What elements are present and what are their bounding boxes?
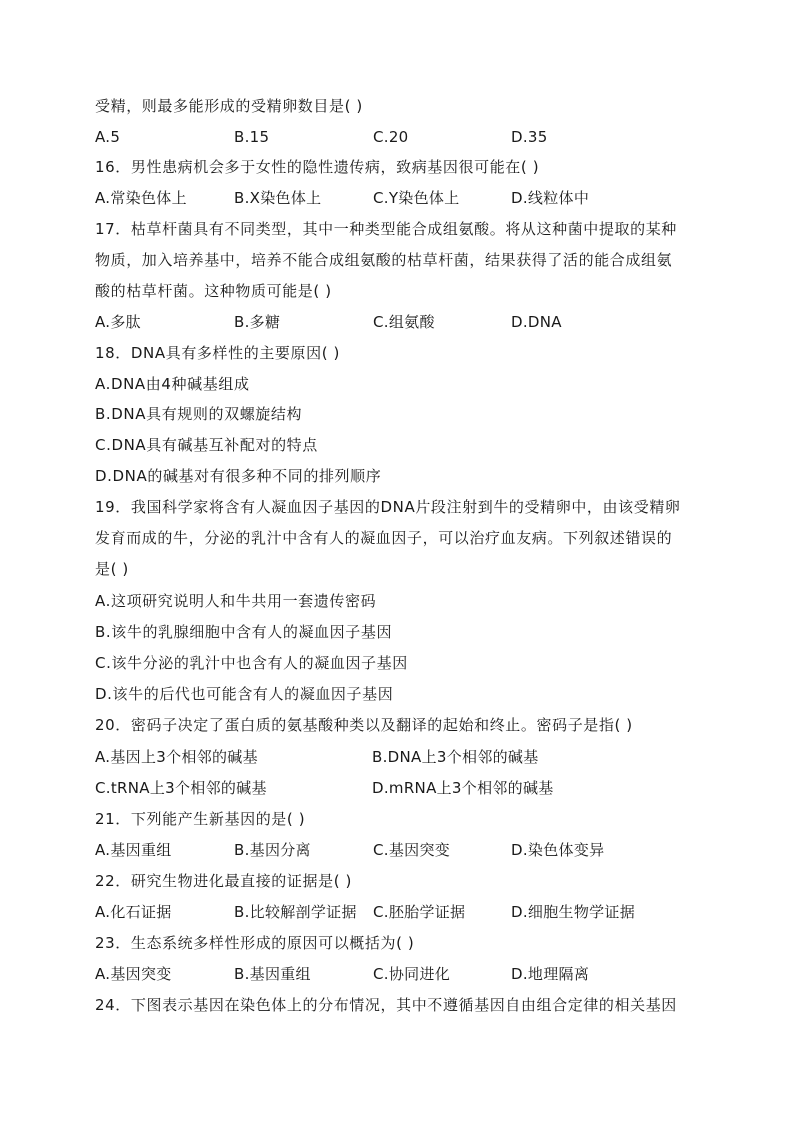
question-19-option-b: B.该牛的乳腺细胞中含有人的凝血因子基因 [95,623,393,641]
question-17-stem-line-1: 17．枯草杆菌具有不同类型，其中一种类型能合成组氨酸。将从这种菌中提取的某种 [95,220,677,238]
question-22-options [95,902,705,922]
option-d: D.DNA [511,313,562,331]
option-b: B.比较解剖学证据 [234,903,357,921]
question-17-stem-line-3: 酸的枯草杆菌。这种物质可能是( ) [95,282,332,300]
option-b: B.DNA上3个相邻的碱基 [372,748,539,766]
option-c: C.Y染色体上 [373,189,460,207]
question-15-stem-tail: 受精，则最多能形成的受精卵数目是( ) [95,97,363,115]
question-19-stem-line-2: 发育而成的牛，分泌的乳汁中含有人的凝血因子，可以治疗血友病。下列叙述错误的 [95,529,673,547]
option-a: A.化石证据 [95,903,172,921]
option-d: D.35 [511,128,548,146]
question-20-options-row-2 [95,778,705,798]
option-d: D.染色体变异 [511,841,605,859]
question-18-option-d: D.DNA的碱基对有很多种不同的排列顺序 [95,467,382,485]
option-b: B.多糖 [234,313,281,331]
option-c: C.协同进化 [373,965,451,983]
option-b: B.基因分离 [234,841,311,859]
option-d: D.细胞生物学证据 [511,903,636,921]
question-19-option-c: C.该牛分泌的乳汁中也含有人的凝血因子基因 [95,654,408,672]
option-c: C.基因突变 [373,841,451,859]
question-22-stem: 22．研究生物进化最直接的证据是( ) [95,872,352,890]
question-17-options [95,312,705,332]
question-18-stem: 18．DNA具有多样性的主要原因( ) [95,344,340,362]
option-d: D.线粒体中 [511,189,590,207]
option-b: B.15 [234,128,270,146]
question-23-stem: 23．生态系统多样性形成的原因可以概括为( ) [95,934,415,952]
option-c: C.组氨酸 [373,313,435,331]
question-18-option-b: B.DNA具有规则的双螺旋结构 [95,405,303,423]
question-19-stem-line-3: 是( ) [95,560,129,578]
option-a: A.常染色体上 [95,189,187,207]
question-17-stem-line-2: 物质，加入培养基中，培养不能合成组氨酸的枯草杆菌，结果获得了活的能合成组氨 [95,251,673,269]
option-a: A.基因上3个相邻的碱基 [95,748,258,766]
option-c: C.胚胎学证据 [373,903,466,921]
question-18-option-a: A.DNA由4种碱基组成 [95,375,250,393]
option-a: A.基因突变 [95,965,172,983]
question-15-options [95,127,705,147]
question-19-stem-line-1: 19．我国科学家将含有人凝血因子基因的DNA片段注射到牛的受精卵中，由该受精卵 [95,498,681,516]
question-24-stem-line-1: 24．下图表示基因在染色体上的分布情况，其中不遵循基因自由组合定律的相关基因 [95,996,677,1014]
option-c: C.20 [373,128,409,146]
option-c: C.tRNA上3个相邻的碱基 [95,779,267,797]
option-b: B.基因重组 [234,965,311,983]
question-19-option-d: D.该牛的后代也可能含有人的凝血因子基因 [95,685,394,703]
question-18-option-c: C.DNA具有碱基互补配对的特点 [95,436,318,454]
option-d: D.mRNA上3个相邻的碱基 [372,779,554,797]
option-b: B.X染色体上 [234,189,322,207]
question-19-option-a: A.这项研究说明人和牛共用一套遗传密码 [95,592,377,610]
option-a: A.5 [95,128,121,146]
question-23-options [95,964,705,984]
option-a: A.基因重组 [95,841,172,859]
question-20-stem: 20．密码子决定了蛋白质的氨基酸种类以及翻译的起始和终止。密码子是指( ) [95,716,633,734]
question-21-options [95,840,705,860]
question-21-stem: 21．下列能产生新基因的是( ) [95,810,306,828]
question-16-options [95,188,705,208]
question-16-stem: 16．男性患病机会多于女性的隐性遗传病，致病基因很可能在( ) [95,158,540,176]
option-d: D.地理隔离 [511,965,590,983]
question-20-options-row-1 [95,747,705,767]
option-a: A.多肽 [95,313,141,331]
